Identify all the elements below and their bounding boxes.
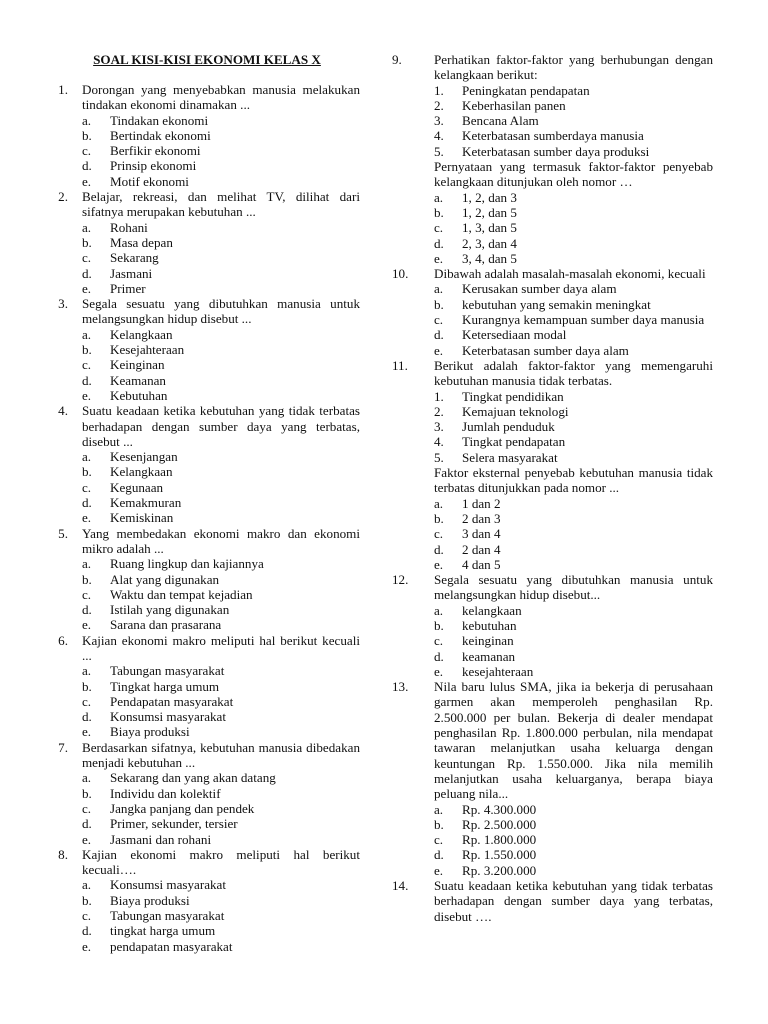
question-number: 2. [58,189,68,205]
answer-option [434,297,713,312]
option-text: Rp. 1.550.000 [462,847,537,863]
option-text: Kegunaan [110,479,164,495]
statement-text: Selera masyarakat [462,449,558,465]
option-text: keamanan [462,648,516,664]
option-letter: d. [82,372,92,388]
answer-option [82,939,360,954]
option-letter: a. [434,281,444,297]
option-letter: d. [82,265,92,281]
option-letter: e. [82,617,92,633]
option-text: Motif ekonomi [110,173,189,189]
option-letter: e. [82,387,92,403]
answer-option [434,832,713,847]
option-letter: c. [82,908,92,924]
question-number: 7. [58,739,68,755]
statement-number: 1. [434,388,444,404]
document-title: SOAL KISI-KISI EKONOMI KELAS X [93,52,321,67]
answer-option [434,603,713,618]
statement-text: Kemajuan teknologi [462,403,569,419]
option-text: Alat yang digunakan [110,571,220,587]
statement-item [434,98,713,113]
statement-number: 1. [434,82,444,98]
option-text: Rp. 3.200.000 [462,862,537,878]
statement-item [434,128,713,143]
question-item [54,82,360,189]
option-letter: b. [434,510,444,526]
option-letter: b. [82,892,92,908]
question-text: Yang membedakan ekonomi makro dan ekonomi mikro adalah ... [82,525,360,556]
answer-option [82,556,360,571]
question-text: Dorongan yang menyebabkan manusia melakukan tindakan ekonomi dinamakan ... [82,82,360,113]
question-text: Berikut adalah faktor-faktor yang memengaruhi kebutuhan manusia tidak terbatas. [434,357,713,389]
question-text: Suatu keadaan ketika kebutuhan yang tidak terbatas berhadapan dengan sumber daya yang terbatas, disebut ... [82,403,360,449]
option-text: kelangkaan [462,602,522,618]
question-number: 5. [58,525,68,541]
answer-option [82,220,360,235]
answer-option [82,663,360,678]
question-text: Segala sesuatu yang dibutuhkan manusia untuk melangsungkan hidup disebut... [434,572,713,603]
option-letter: e. [82,938,92,954]
answer-option [82,174,360,189]
statement-item [434,83,713,98]
question-number: 1. [58,82,68,97]
option-text: 1, 3, dan 5 [462,220,517,236]
question-number: 6. [58,632,68,648]
answer-option [82,679,360,694]
option-letter: a. [82,556,92,572]
option-text: Ketersediaan modal [462,327,567,343]
statement-text: Keterbatasan sumber daya produksi [462,143,650,159]
question-text: Berdasarkan sifatnya, kebutuhan manusia dibedakan menjadi kebutuhan ... [82,739,360,771]
statement-text: Keberhasilan panen [462,97,566,113]
option-letter: a. [82,326,92,342]
option-letter: b. [82,785,92,801]
statement-item [434,450,713,465]
question-item [392,572,713,679]
option-letter: c. [434,633,444,649]
answer-option [82,602,360,617]
option-text: Kelangkaan [110,326,173,342]
answer-option [82,801,360,816]
question-item [54,403,360,525]
option-letter: a. [434,189,444,205]
option-text: Biaya produksi [110,724,190,740]
option-letter: d. [434,541,444,557]
option-letter: a. [82,770,92,786]
option-letter: c. [82,357,92,373]
option-text: Konsumsi masyarakat [110,709,227,725]
option-text: keinginan [462,633,514,649]
option-letter: c. [82,693,92,709]
option-text: Berfikir ekonomi [110,143,201,159]
option-letter: b. [434,617,444,633]
question-text: Kajian ekonomi makro meliputi hal berikut kecuali ... [82,632,360,663]
statement-text: Tingkat pendidikan [462,388,564,404]
answer-option [82,128,360,143]
option-text: Kelangkaan [110,464,173,480]
option-text: Tabungan masyarakat [110,908,225,924]
statement-text: Keterbatasan sumberdaya manusia [462,128,644,144]
answer-option [434,281,713,296]
answer-option [434,618,713,633]
answer-option [434,190,713,205]
answer-option [434,251,713,266]
answer-option [82,464,360,479]
statement-text: Jumlah penduduk [462,419,555,435]
option-letter: b. [434,816,444,832]
answer-option [434,542,713,557]
option-text: 3, 4, dan 5 [462,250,517,266]
option-letter: c. [82,800,92,816]
question-item [392,878,713,924]
answer-option [434,802,713,817]
question-item [54,526,360,633]
option-letter: c. [82,143,92,159]
option-letter: c. [434,220,444,236]
answer-option [82,893,360,908]
statement-number: 4. [434,128,444,144]
option-text: Keterbatasan sumber daya alam [462,342,629,358]
option-letter: a. [434,495,444,511]
answer-option [434,220,713,235]
option-letter: d. [434,847,444,863]
option-text: tingkat harga umum [110,923,216,939]
option-text: Tindakan ekonomi [110,112,209,128]
question-number: 8. [58,846,68,862]
option-text: pendapatan masyarakat [110,938,233,954]
option-text: Primer, sekunder, tersier [110,816,238,832]
option-text: Keamanan [110,372,166,388]
option-text: 1 dan 2 [462,495,501,511]
statement-text: Tingkat pendapatan [462,434,566,450]
option-text: Sekarang [110,250,159,266]
option-letter: b. [82,678,92,694]
option-letter: c. [434,832,444,848]
option-text: Keinginan [110,357,165,373]
answer-option [82,281,360,296]
option-letter: a. [82,877,92,893]
option-letter: d. [434,235,444,251]
option-text: Rp. 4.300.000 [462,801,537,817]
statement-item [434,434,713,449]
statement-item [434,389,713,404]
option-letter: a. [82,219,92,235]
option-letter: e. [434,862,444,878]
answer-option [434,205,713,220]
answer-option [82,786,360,801]
option-text: Kurangnya kemampuan sumber daya manusia [462,312,705,328]
option-text: Konsumsi masyarakat [110,877,227,893]
option-text: Rp. 1.800.000 [462,832,537,848]
option-text: Bertindak ekonomi [110,127,211,143]
option-text: Tingkat harga umum [110,678,220,694]
statement-number: 3. [434,113,444,129]
statement-number: 2. [434,403,444,419]
option-text: Pendapatan masyarakat [110,693,234,709]
answer-option [82,266,360,281]
question-prompt: Pernyataan yang termasuk faktor-faktor penyebab kelangkaan ditunjukan oleh nomor … [434,159,713,190]
answer-option [434,343,713,358]
option-text: Jangka panjang dan pendek [110,800,255,816]
option-letter: e. [434,342,444,358]
option-text: 2 dan 4 [462,541,501,557]
answer-option [82,235,360,250]
option-text: Jasmani dan rohani [110,831,212,847]
option-text: 1, 2, dan 3 [462,189,517,205]
option-text: kebutuhan [462,617,517,633]
question-text: Nila baru lulus SMA, jika ia bekerja di perusahaan garmen akan memperoleh penghasilan Rp. 2.500.000 per bulan. Bekerja di dealer mendapat penghasilan Rp. 1.800.000 perbulan, nila mendapat tawaran melanjutkan usaha keluarga dengan keuntungan Rp. 1.550.000. Jika nila memilih melanjutkan usaha keluarganya, berapa biaya peluang nila... [434,679,713,802]
question-number: 4. [58,403,68,419]
answer-option [82,770,360,785]
option-text: Kerusakan sumber daya alam [462,281,617,297]
option-letter: d. [434,327,444,343]
question-text: Kajian ekonomi makro meliputi hal berikut kecuali…. [82,846,360,878]
option-letter: e. [82,173,92,189]
option-letter: b. [82,464,92,480]
option-letter: d. [82,495,92,511]
option-text: Biaya produksi [110,892,190,908]
option-text: Kesenjangan [110,449,178,465]
question-item [54,189,360,296]
question-text: Perhatikan faktor-faktor yang berhubungan dengan kelangkaan berikut: [434,52,713,83]
statement-item [434,113,713,128]
answer-option [434,633,713,648]
option-letter: b. [82,342,92,358]
question-number: 9. [392,52,402,67]
question-item [392,52,713,266]
option-letter: b. [434,204,444,220]
answer-option [434,557,713,572]
answer-option [82,709,360,724]
option-letter: a. [82,449,92,465]
option-text: Istilah yang digunakan [110,602,230,618]
answer-option [434,649,713,664]
option-letter: d. [82,158,92,174]
statement-number: 4. [434,434,444,450]
statement-number: 5. [434,143,444,159]
option-text: Rp. 2.500.000 [462,816,537,832]
answer-option [434,817,713,832]
option-text: 1, 2, dan 5 [462,204,517,220]
question-number: 11. [392,357,408,373]
option-letter: b. [82,571,92,587]
option-letter: e. [82,724,92,740]
option-text: Jasmani [110,265,153,281]
option-text: Waktu dan tempat kejadian [110,586,253,602]
statement-item [434,404,713,419]
option-text: Kemakmuran [110,495,182,511]
option-text: Sekarang dan yang akan datang [110,770,276,786]
answer-option [82,250,360,265]
answer-option [82,587,360,602]
option-letter: d. [82,923,92,939]
option-text: Kesejahteraan [110,342,185,358]
statement-number: 2. [434,97,444,113]
question-number: 14. [392,878,409,894]
option-text: Ruang lingkup dan kajiannya [110,556,264,572]
option-letter: d. [82,602,92,618]
answer-option [434,526,713,541]
question-number: 12. [392,572,409,588]
option-text: Kemiskinan [110,510,174,526]
question-text: Suatu keadaan ketika kebutuhan yang tidak terbatas berhadapan dengan sumber daya yang terbatas, disebut …. [434,878,713,924]
option-letter: c. [434,312,444,328]
question-item [54,740,360,847]
option-letter: b. [82,127,92,143]
option-letter: b. [82,234,92,250]
option-letter: c. [82,479,92,495]
question-item [54,296,360,403]
right-column [392,52,713,924]
option-letter: e. [82,280,92,296]
answer-option [82,327,360,342]
answer-option [82,373,360,388]
question-text: Dibawah adalah masalah-masalah ekonomi, kecuali [434,266,706,282]
question-item [392,266,713,358]
option-letter: e. [434,250,444,266]
answer-option [82,832,360,847]
statement-text: Peningkatan pendapatan [462,82,590,98]
option-text: Tabungan masyarakat [110,663,225,679]
question-number: 3. [58,296,68,312]
answer-option [82,923,360,938]
option-text: 3 dan 4 [462,526,501,542]
answer-option [434,863,713,878]
answer-option [82,113,360,128]
option-letter: e. [434,556,444,572]
answer-option [82,357,360,372]
question-item [392,357,713,572]
answer-option [82,908,360,923]
option-text: Individu dan kolektif [110,785,221,801]
answer-option [434,236,713,251]
option-letter: c. [434,526,444,542]
question-item [54,633,360,740]
answer-option [82,342,360,357]
option-text: Rohani [110,219,148,235]
option-letter: a. [434,602,444,618]
option-text: Kebutuhan [110,387,168,403]
answer-option [82,158,360,173]
answer-option [82,510,360,525]
answer-option [82,480,360,495]
answer-option [434,312,713,327]
option-letter: a. [82,663,92,679]
option-letter: a. [82,112,92,128]
option-letter: b. [434,296,444,312]
answer-option [82,724,360,739]
statement-item [434,144,713,159]
answer-option [82,388,360,403]
option-letter: d. [82,816,92,832]
answer-option [82,143,360,158]
statement-text: Bencana Alam [462,113,539,129]
option-letter: d. [434,648,444,664]
answer-option [434,496,713,511]
answer-option [82,449,360,464]
question-number: 13. [392,679,409,695]
option-text: Masa depan [110,234,173,250]
option-letter: d. [82,709,92,725]
option-text: Prinsip ekonomi [110,158,197,174]
statement-number: 5. [434,449,444,465]
question-text: Belajar, rekreasi, dan melihat TV, dilihat dari sifatnya merupakan kebutuhan ... [82,189,360,220]
option-letter: c. [82,586,92,602]
answer-option [82,572,360,587]
question-item [54,847,360,954]
answer-option [82,617,360,632]
question-prompt: Faktor eksternal penyebab kebutuhan manusia tidak terbatas ditunjukkan pada nomor ... [434,465,713,496]
option-text: 2, 3, dan 4 [462,235,517,251]
question-item [392,679,713,878]
option-text: 4 dan 5 [462,556,501,572]
option-letter: e. [434,663,444,679]
statement-item [434,419,713,434]
answer-option [82,877,360,892]
left-column [54,52,360,954]
answer-option [434,847,713,862]
option-letter: a. [434,801,444,817]
answer-option [434,664,713,679]
answer-option [82,816,360,831]
answer-option [82,694,360,709]
statement-number: 3. [434,419,444,435]
question-number: 10. [392,266,409,282]
question-text: Segala sesuatu yang dibutuhkan manusia untuk melangsungkan hidup disebut ... [82,296,360,327]
answer-option [82,495,360,510]
answer-option [434,327,713,342]
option-text: Primer [110,280,146,296]
answer-option [434,511,713,526]
option-letter: e. [82,510,92,526]
option-text: kebutuhan yang semakin meningkat [462,296,651,312]
option-letter: c. [82,250,92,266]
option-letter: e. [82,831,92,847]
option-text: 2 dan 3 [462,510,501,526]
option-text: Sarana dan prasarana [110,617,222,633]
option-text: kesejahteraan [462,663,534,679]
